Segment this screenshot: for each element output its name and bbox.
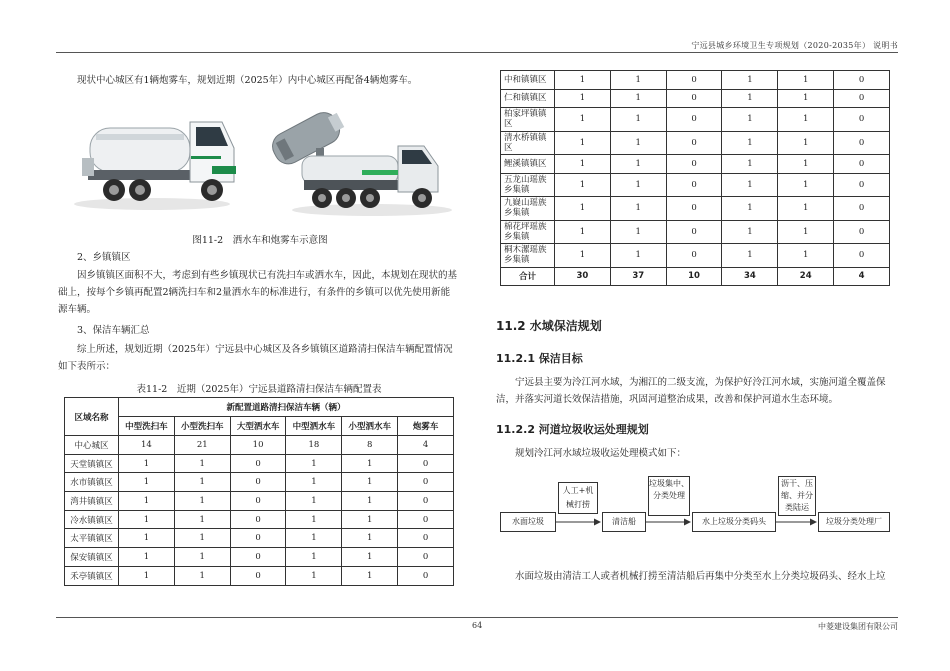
group-header: 新配置道路清扫保洁车辆（辆） [119,398,454,417]
value-cell: 1 [119,510,175,529]
value-cell: 0 [834,131,890,155]
value-cell: 1 [610,173,666,197]
value-cell: 1 [174,548,230,567]
subsection-title-river: 11.2.2 河道垃圾收运处理规划 [496,423,649,436]
value-cell: 1 [722,197,778,221]
value-cell: 1 [610,108,666,132]
figure-caption: 图11-2 洒水车和炮雾车示意图 [192,235,328,246]
value-cell: 1 [286,529,342,548]
value-cell: 8 [342,436,398,455]
table-row [65,436,454,455]
table-row [501,71,890,90]
table-row [65,454,454,473]
value-cell: 1 [555,220,611,244]
value-cell: 0 [834,197,890,221]
value-cell: 0 [230,492,286,511]
value-cell: 1 [342,473,398,492]
value-cell: 1 [174,510,230,529]
value-cell: 0 [834,244,890,268]
region-cell: 保安镇镇区 [65,548,119,567]
flow-box-treatment-plant: 垃圾分类处理厂 [818,512,890,532]
value-cell: 0 [666,155,722,174]
value-cell: 1 [778,131,834,155]
sprinkler-truck-image [72,100,452,218]
region-cell: 清水桥镇镇区 [501,131,555,155]
value-cell: 1 [342,566,398,585]
value-cell: 1 [555,173,611,197]
table-row [501,220,890,244]
value-cell: 1 [778,89,834,108]
table-total-row [501,267,890,286]
value-cell: 0 [398,529,454,548]
table-row [501,108,890,132]
header-rule [56,52,898,53]
value-cell: 1 [610,155,666,174]
region-cell: 中心城区 [65,436,119,455]
value-cell: 0 [666,108,722,132]
value-cell: 1 [555,108,611,132]
value-cell: 21 [174,436,230,455]
table-row [65,510,454,529]
value-cell: 1 [610,89,666,108]
value-cell: 0 [398,566,454,585]
value-cell: 0 [834,173,890,197]
region-header: 区域名称 [65,398,119,436]
value-cell: 0 [230,548,286,567]
region-cell: 柏家坪镇镇区 [501,108,555,132]
value-cell: 1 [119,529,175,548]
waste-flow-diagram [500,478,890,568]
region-cell: 天堂镇镇区 [65,454,119,473]
table-caption: 表11-2 近期（2025年）宁远县道路清扫保洁车辆配置表 [136,384,382,395]
table-row [501,155,890,174]
section-heading-town: 2、乡镇镇区 [77,252,131,263]
goal-paragraph: 宁远县主要为泠江河水域，为湘江的二级支流，为保护好泠江河水域，实施河道全覆盖保洁，并落实河道长效保洁措施，巩固河道整治成果，改善和保护河道水生态环境。 [496,377,886,405]
value-cell: 1 [286,566,342,585]
value-cell: 0 [398,454,454,473]
value-cell: 1 [722,71,778,90]
value-cell: 1 [778,220,834,244]
value-cell: 1 [342,454,398,473]
region-cell: 冷水镇镇区 [65,510,119,529]
value-cell: 1 [722,89,778,108]
value-cell: 1 [555,89,611,108]
total-label-cell: 合计 [501,267,555,286]
value-cell: 1 [722,244,778,268]
flow-box-sorting-wharf: 水上垃圾分类码头 [692,512,776,532]
value-cell: 1 [286,454,342,473]
value-cell: 1 [119,454,175,473]
value-cell: 1 [342,529,398,548]
table-row [65,529,454,548]
table-row [501,89,890,108]
value-cell: 1 [174,566,230,585]
value-cell: 1 [342,548,398,567]
value-cell: 1 [778,244,834,268]
intro-paragraph: 现状中心城区有1辆炮雾车，规划近期（2025年）内中心城区再配备4辆炮雾车。 [77,75,418,86]
flow-label-sorting: 垃圾集中、分类处理 [648,476,690,516]
value-cell: 1 [610,197,666,221]
value-cell: 1 [722,155,778,174]
page-number: 64 [472,621,483,630]
town-paragraph: 因乡镇镇区面积不大，考虑到有些乡镇现状已有洗扫车或洒水车，因此，本规划在现状的基础上，按每个乡镇再配置2辆洗扫车和2量洒水车的标准进行，有条件的乡镇可以优先使用新能源车辆。 [58,270,458,315]
column-header: 中型洗扫车 [119,417,175,436]
value-cell: 0 [230,454,286,473]
table-row [501,173,890,197]
summary-paragraph: 综上所述，规划近期（2025年）宁远县中心城区及各乡镇镇区道路清扫保洁车辆配置情况如下表所示： [58,344,453,372]
column-header: 小型洒水车 [342,417,398,436]
value-cell: 1 [778,108,834,132]
value-cell: 1 [119,492,175,511]
value-cell: 1 [778,173,834,197]
table-row [65,473,454,492]
value-cell: 1 [119,566,175,585]
value-cell: 1 [286,492,342,511]
total-value-cell: 30 [555,267,611,286]
flow-label-salvage: 人工+机械打捞 [558,482,598,514]
column-header: 小型洗扫车 [174,417,230,436]
value-cell: 0 [666,197,722,221]
region-cell: 湾井镇镇区 [65,492,119,511]
value-cell: 1 [722,108,778,132]
column-header: 炮雾车 [398,417,454,436]
value-cell: 1 [555,197,611,221]
value-cell: 1 [610,220,666,244]
flow-box-cleaning-boat: 清洁船 [602,512,646,532]
value-cell: 0 [666,244,722,268]
value-cell: 18 [286,436,342,455]
region-cell: 棉花坪瑶族乡集镇 [501,220,555,244]
column-header: 中型洒水车 [286,417,342,436]
value-cell: 1 [610,71,666,90]
total-value-cell: 37 [610,267,666,286]
value-cell: 1 [778,155,834,174]
total-value-cell: 24 [778,267,834,286]
region-cell: 禾亭镇镇区 [65,566,119,585]
footer-rule [56,617,898,618]
total-value-cell: 10 [666,267,722,286]
table-row [65,566,454,585]
value-cell: 0 [398,473,454,492]
value-cell: 0 [834,155,890,174]
value-cell: 1 [555,71,611,90]
value-cell: 1 [778,71,834,90]
value-cell: 10 [230,436,286,455]
value-cell: 0 [834,71,890,90]
vehicle-table-right [500,70,890,286]
value-cell: 1 [286,548,342,567]
value-cell: 1 [555,244,611,268]
column-header: 大型洒水车 [230,417,286,436]
value-cell: 1 [286,510,342,529]
value-cell: 0 [398,492,454,511]
value-cell: 1 [722,220,778,244]
vehicle-illustrations [72,100,452,218]
value-cell: 0 [666,220,722,244]
region-cell: 太平镇镇区 [65,529,119,548]
table-row [65,492,454,511]
value-cell: 0 [230,566,286,585]
value-cell: 1 [778,197,834,221]
value-cell: 1 [610,131,666,155]
section-title-water: 11.2 水域保洁规划 [496,319,602,333]
footer-company: 中菱建设集团有限公司 [818,622,898,631]
region-cell: 鲤溪镇镇区 [501,155,555,174]
value-cell: 1 [119,473,175,492]
total-value-cell: 34 [722,267,778,286]
value-cell: 1 [722,131,778,155]
value-cell: 1 [555,155,611,174]
region-cell: 中和镇镇区 [501,71,555,90]
value-cell: 1 [174,454,230,473]
value-cell: 1 [342,492,398,511]
running-header: 宁远县城乡环境卫生专项规划（2020-2035年） 说明书 [691,41,898,50]
region-cell: 桐木漯瑶族乡集镇 [501,244,555,268]
value-cell: 0 [834,108,890,132]
value-cell: 0 [666,131,722,155]
value-cell: 1 [174,492,230,511]
value-cell: 0 [834,89,890,108]
value-cell: 0 [666,89,722,108]
last-paragraph: 水面垃圾由清洁工人或者机械打捞至清洁船后再集中分类至水上分类垃圾码头、经水上垃 [515,571,886,582]
subsection-title-goal: 11.2.1 保洁目标 [496,352,583,365]
value-cell: 1 [722,173,778,197]
flow-box-surface-waste: 水面垃圾 [500,512,556,532]
section-heading-summary: 3、保洁车辆汇总 [77,325,150,336]
value-cell: 0 [834,220,890,244]
value-cell: 4 [398,436,454,455]
table-row [501,244,890,268]
flow-intro-paragraph: 规划泠江河水域垃圾收运处理模式如下： [515,448,687,459]
value-cell: 0 [666,71,722,90]
value-cell: 1 [286,473,342,492]
region-cell: 九嶷山瑶族乡集镇 [501,197,555,221]
value-cell: 0 [230,473,286,492]
value-cell: 1 [555,131,611,155]
value-cell: 0 [398,548,454,567]
table-row [501,131,890,155]
value-cell: 1 [342,510,398,529]
value-cell: 14 [119,436,175,455]
table-row [501,197,890,221]
region-cell: 水市镇镇区 [65,473,119,492]
value-cell: 0 [666,173,722,197]
region-cell: 仁和镇镇区 [501,89,555,108]
value-cell: 1 [174,529,230,548]
region-cell: 五龙山瑶族乡集镇 [501,173,555,197]
total-value-cell: 4 [834,267,890,286]
value-cell: 1 [119,548,175,567]
table-row [65,548,454,567]
vehicle-table-left [64,397,454,586]
value-cell: 1 [610,244,666,268]
value-cell: 0 [230,529,286,548]
value-cell: 1 [174,473,230,492]
value-cell: 0 [398,510,454,529]
value-cell: 0 [230,510,286,529]
flow-label-drain-compress: 沥干、压缩、并分类陆运 [778,476,816,516]
